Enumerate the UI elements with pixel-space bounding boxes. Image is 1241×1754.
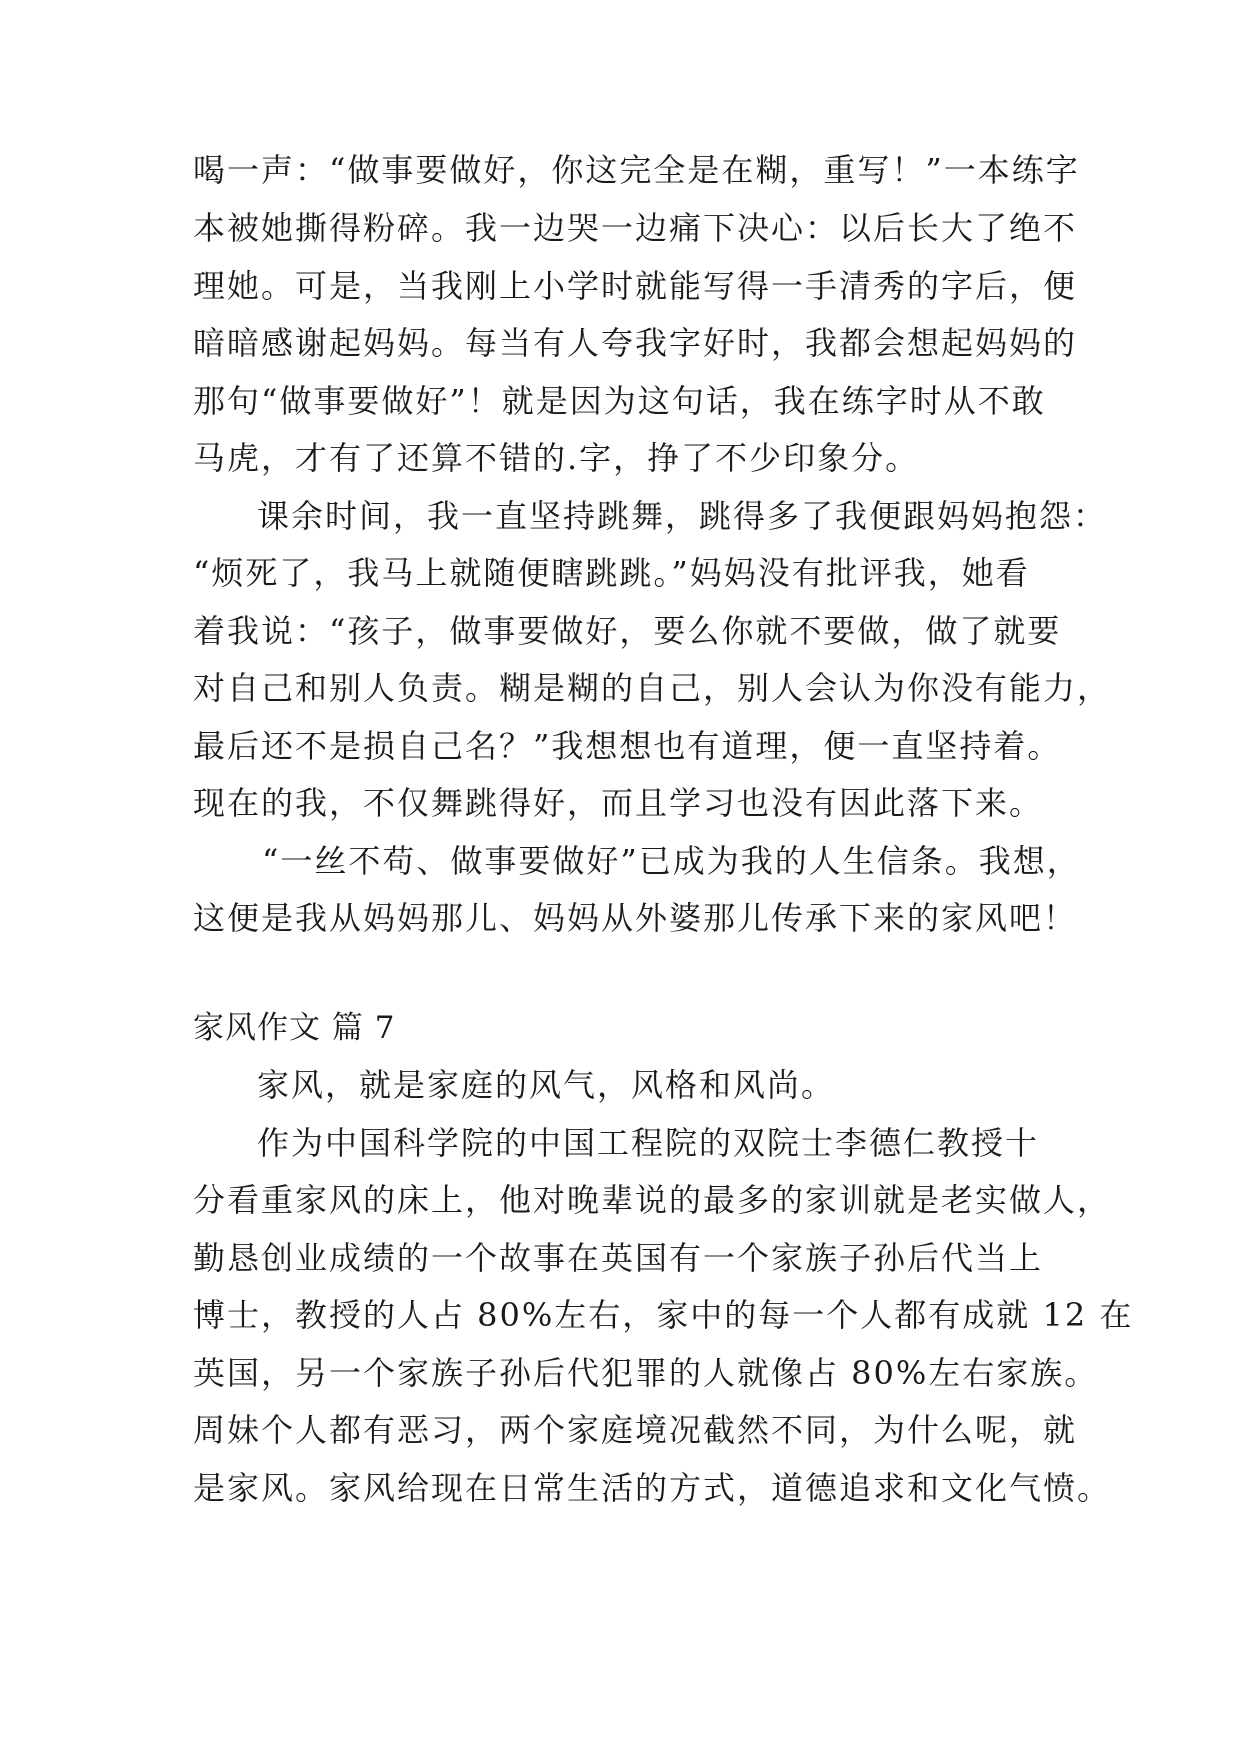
text-line: 那句“做事要做好”！就是因为这句话，我在练字时从不敢 [193, 382, 1046, 420]
text-line: 勤恳创业成绩的一个故事在英国有一个家族子孙后代当上 [193, 1239, 1044, 1277]
text-line: 作为中国科学院的中国工程院的双院士李德仁教授十 [257, 1124, 1040, 1162]
text-line: 暗暗感谢起妈妈。每当有人夸我字好时，我都会想起妈妈的 [193, 324, 1078, 362]
section-heading: 家风作文 篇 7 [193, 1010, 396, 1046]
text-line: 是家风。家风给现在日常生活的方式，道德追求和文化气愤。 [193, 1469, 1112, 1507]
text-line: “烦死了，我马上就随便瞎跳跳。”妈妈没有批评我，她看 [193, 554, 1030, 592]
text-line: 对自己和别人负责。糊是糊的自己，别人会认为你没有能力， [193, 669, 1112, 707]
text-line: 马虎，才有了还算不错的.字，挣了不少印象分。 [193, 439, 920, 477]
text-line: 本被她撕得粉碎。我一边哭一边痛下决心：以后长大了绝不 [193, 209, 1078, 247]
text-line: 周妹个人都有恶习，两个家庭境况截然不同，为什么呢，就 [193, 1411, 1078, 1449]
text-line: 最后还不是损自己名？”我想想也有道理，便一直坚持着。 [193, 727, 1062, 765]
text-line: 博士，教授的人占 80%左右，家中的每一个人都有成就 12 在 [193, 1296, 1134, 1334]
text-line: 课余时间，我一直坚持跳舞，跳得多了我便跟妈妈抱怨： [257, 497, 1108, 535]
text-line: 这便是我从妈妈那儿、妈妈从外婆那儿传承下来的家风吧！ [193, 899, 1078, 937]
text-line: 着我说：“孩子，做事要做好，要么你就不要做，做了就要 [193, 612, 1062, 650]
text-line: 喝一声：“做事要做好，你这完全是在糊，重写！”一本练字 [193, 151, 1080, 189]
text-line: 分看重家风的床上，他对晚辈说的最多的家训就是老实做人， [193, 1181, 1112, 1219]
text-line: 家风，就是家庭的风气，风格和风尚。 [257, 1066, 836, 1104]
text-line: 现在的我，不仅舞跳得好，而且学习也没有因此落下来。 [193, 784, 1044, 822]
text-line: 英国，另一个家族子孙后代犯罪的人就像占 80%左右家族。 [193, 1354, 1099, 1392]
text-line: “一丝不苟、做事要做好”已成为我的人生信条。我想， [262, 842, 1081, 880]
text-line: 理她。可是，当我刚上小学时就能写得一手清秀的字后，便 [193, 267, 1078, 305]
